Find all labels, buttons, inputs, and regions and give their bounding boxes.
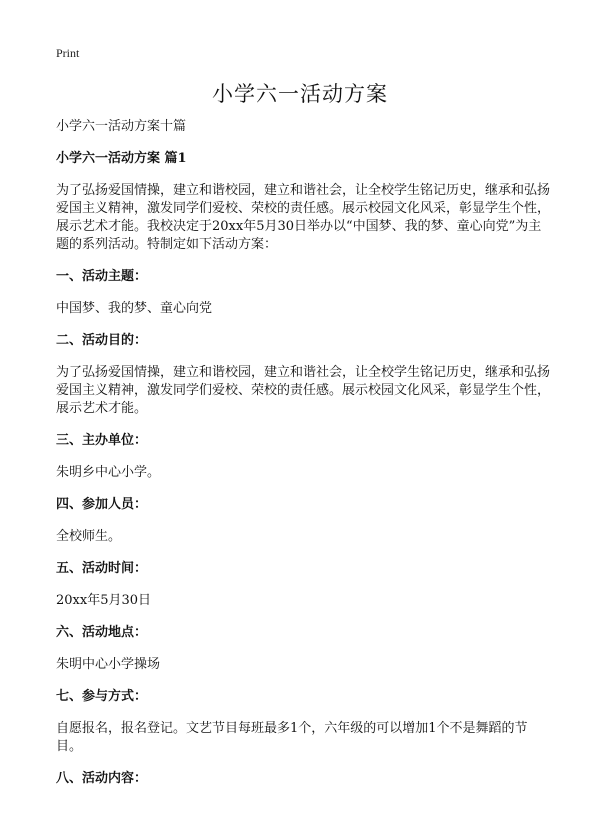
page-title: 小学六一活动方案 xyxy=(212,82,388,106)
section-heading-location: 六、活动地点： xyxy=(56,625,148,640)
section-body-participation: 自愿报名，报名登记。文艺节目每班最多1个，六年级的可以增加1个不是舞蹈的节目。 xyxy=(56,721,528,754)
section-heading-participants: 四、参加人员： xyxy=(56,497,148,512)
section-body-participants: 全校师生。 xyxy=(56,529,122,544)
section-heading-content: 八、活动内容： xyxy=(56,771,148,786)
section-heading-organizer: 三、主办单位： xyxy=(56,433,148,448)
print-label: Print xyxy=(56,46,80,60)
section-heading-purpose: 二、活动目的： xyxy=(56,333,148,348)
intro-paragraph: 为了弘扬爱国情操，建立和谐校园，建立和谐社会，让全校学生铭记历史，继承和弘扬爱国主义精神，激发同学们爱校、荣校的责任感。展示校园文化风采，彰显学生个性，展示艺术才能。我校决定于20xx年5月30日举办以“中国梦、我的梦、童心向党”为主题的系列活动。特制定如下活动方案： xyxy=(56,183,551,252)
section-body-location: 朱明中心小学操场 xyxy=(56,657,161,672)
section-body-time: 20xx年5月30日 xyxy=(56,593,152,608)
section-body-purpose: 为了弘扬爱国情操，建立和谐校园，建立和谐社会，让全校学生铭记历史，继承和弘扬爱国主义精神，激发同学们爱校、荣校的责任感。展示校园文化风采，彰显学生个性，展示艺术才能。 xyxy=(56,365,551,416)
article-heading: 小学六一活动方案 篇1 xyxy=(56,151,187,166)
section-heading-time: 五、活动时间： xyxy=(56,561,148,576)
document-body xyxy=(56,118,550,802)
section-heading-participation: 七、参与方式： xyxy=(56,689,148,704)
section-body-organizer: 朱明乡中心小学。 xyxy=(56,465,161,480)
section-heading-theme: 一、活动主题： xyxy=(56,269,148,284)
section-body-theme: 中国梦、我的梦、童心向党 xyxy=(56,301,213,316)
document-subtitle: 小学六一活动方案十篇 xyxy=(56,119,187,134)
